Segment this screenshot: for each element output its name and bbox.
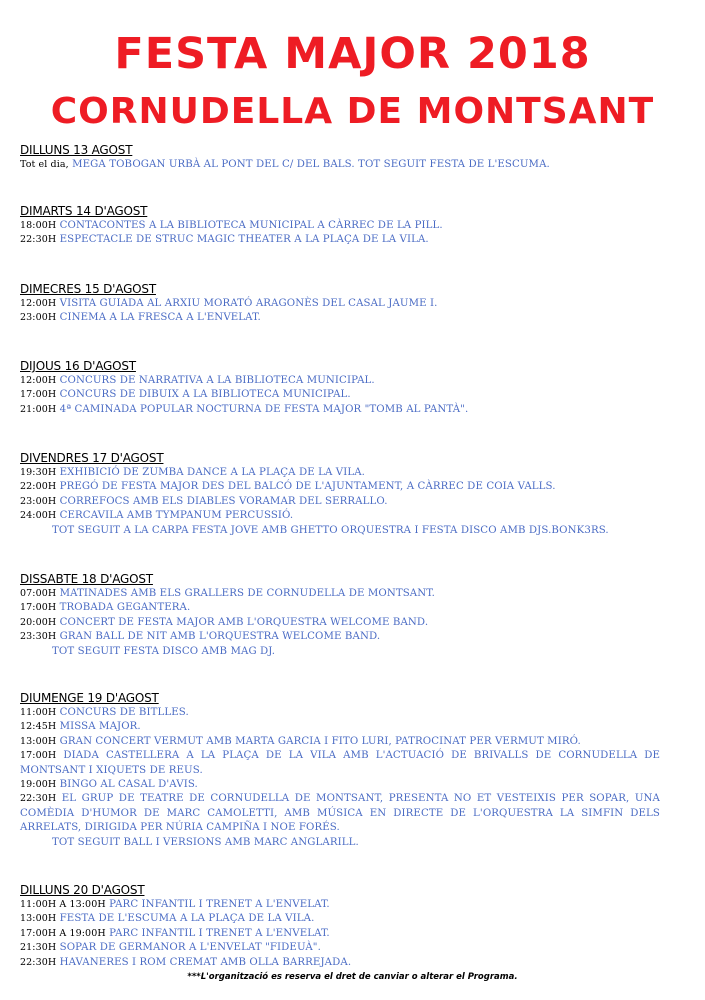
day-header: DIVENDRES 17 D'AGOST <box>20 451 164 465</box>
event-text: CERCAVILA AMB TYMPANUM PERCUSSIÓ. <box>59 510 294 522</box>
day-header: DIUMENGE 19 D'AGOST <box>20 691 159 705</box>
day-section-monday-20 <box>20 883 690 970</box>
event-time: 23:30H <box>20 631 57 643</box>
day-header: DIJOUS 16 D'AGOST <box>20 359 136 373</box>
event-time: 18:00H <box>20 220 57 231</box>
event-text: DIADA CASTELLERA A LA PLAÇA DE LA VILA AMB L'ACTUACIÓ DE BRIVALLS DE CORNUDELLA DE MONTSANT I XIQUETS DE REUS. <box>20 750 661 776</box>
event-row <box>20 706 690 720</box>
event-text: BINGO AL CASAL D'AVIS. <box>59 779 198 791</box>
event-text: CONCURS DE BITLLES. <box>59 707 189 718</box>
event-row <box>20 297 690 311</box>
event-row <box>20 778 690 792</box>
day-header: DIMARTS 14 D'AGOST <box>20 204 148 218</box>
event-time: 23:00H <box>20 495 57 507</box>
event-time: 12:00H <box>20 298 57 309</box>
event-time: 17:00H <box>20 389 57 401</box>
day-header: DILLUNS 13 AGOST <box>20 143 133 157</box>
event-text: GRAN BALL DE NIT AMB L'ORQUESTRA WELCOME BAND. <box>59 631 381 643</box>
event-time: 24:00H <box>20 510 57 522</box>
day-section-friday-17 <box>20 451 690 538</box>
event-time: 12:45H <box>20 721 57 733</box>
event-time: 22:00H <box>20 481 57 493</box>
event-row <box>20 898 690 912</box>
event-text: VISITA GUIADA AL ARXIU MORATÓ ARAGONÈS DEL CASAL JAUME I. <box>59 298 438 309</box>
event-text: CONCURS DE DIBUIX A LA BIBLIOTECA MUNICIPAL. <box>59 389 351 401</box>
event-text: CINEMA A LA FRESCA A L'ENVELAT. <box>59 312 261 324</box>
day-section-sunday-19 <box>20 691 690 850</box>
event-time: Tot el dia, <box>20 159 69 170</box>
event-text: GRAN CONCERT VERMUT AMB MARTA GARCIA I FITO LURI, PATROCINAT PER VERMUT MIRÓ. <box>59 735 581 747</box>
event-time: 19:00H <box>20 779 57 791</box>
event-time: 17:00H <box>20 750 57 762</box>
event-time: 17:00H <box>20 602 57 614</box>
event-time: 11:00H A 13:00H <box>20 899 106 910</box>
event-note-text: TOT SEGUIT FESTA DISCO AMB MAG DJ. <box>52 645 276 657</box>
event-note <box>20 524 690 538</box>
event-row <box>20 941 690 955</box>
event-time: 22:30H <box>20 793 57 805</box>
event-time: 13:00H <box>20 913 57 925</box>
event-text: EL GRUP DE TEATRE DE CORNUDELLA DE MONTSANT, PRESENTA NO ET VESTEIXIS PER SOPAR, UNA COMÈDIA D'HUMOR DE MARC CAMOLETTI, AMB MÚSICA EN DIRECTE DE L'ORQUESTRA LA SIMFIN DELS ARRELATS, DIRIGIDA PER NÚRIA CAMPIÑA I NOE FORÉS. <box>20 793 660 834</box>
page-subtitle: CORNUDELLA DE MONTSANT <box>50 91 655 132</box>
event-time: 17:00H A 19:00H <box>20 927 106 939</box>
event-row <box>20 956 690 970</box>
event-text: CORREFOCS AMB ELS DIABLES VORAMAR DEL SERRALLO. <box>59 495 388 507</box>
event-row <box>20 233 690 247</box>
event-row <box>20 601 690 615</box>
event-text: ESPECTACLE DE STRUC MAGIC THEATER A LA PLAÇA DE LA VILA. <box>59 234 429 246</box>
event-row <box>20 495 690 509</box>
event-text: PARC INFANTIL I TRENET A L'ENVELAT. <box>109 899 330 910</box>
day-section-wednesday-15 <box>20 282 690 326</box>
event-time: 11:00H <box>20 707 57 718</box>
event-time: 22:30H <box>20 956 57 968</box>
footer-disclaimer: ***L'organització es reserva el dret de canviar o alterar el Programa. <box>187 972 518 982</box>
event-text: SOPAR DE GERMANOR A L'ENVELAT "FIDEUÀ". <box>59 942 321 954</box>
event-text: 4ª CAMINADA POPULAR NOCTURNA DE FESTA MAJOR "TOMB AL PANTÀ". <box>59 403 469 415</box>
event-text: CONCURS DE NARRATIVA A LA BIBLIOTECA MUNICIPAL. <box>59 375 375 386</box>
event-row <box>20 480 690 494</box>
event-time: 22:30H <box>20 234 57 246</box>
event-text: TROBADA GEGANTERA. <box>59 602 191 614</box>
event-text: EXHIBICIÓ DE ZUMBA DANCE A LA PLAÇA DE LA VILA. <box>59 467 366 478</box>
event-note-text: TOT SEGUIT BALL I VERSIONS AMB MARC ANGLARILL. <box>52 836 359 848</box>
event-row <box>20 219 690 233</box>
event-row <box>20 749 660 778</box>
day-section-thursday-16 <box>20 359 690 417</box>
event-row <box>20 509 690 523</box>
event-time: 13:00H <box>20 735 57 747</box>
event-time: 20:00H <box>20 616 57 628</box>
event-row <box>20 403 690 417</box>
event-time: 12:00H <box>20 375 57 386</box>
event-text: FESTA DE L'ESCUMA A LA PLAÇA DE LA VILA. <box>59 913 315 925</box>
event-time: 19:30H <box>20 467 57 478</box>
day-section-monday-13 <box>20 143 690 172</box>
event-note <box>20 836 690 850</box>
event-row <box>20 720 690 734</box>
event-text: PREGÓ DE FESTA MAJOR DES DEL BALCÓ DE L'AJUNTAMENT, A CÀRREC DE COIA VALLS. <box>59 481 556 493</box>
event-row <box>20 388 690 402</box>
event-time: 07:00H <box>20 588 57 599</box>
day-header: DISSABTE 18 D'AGOST <box>20 572 153 586</box>
event-text: MATINADES AMB ELS GRALLERS DE CORNUDELLA DE MONTSANT. <box>59 588 436 599</box>
event-row <box>20 374 690 388</box>
event-row <box>20 587 690 601</box>
event-time: 23:00H <box>20 312 57 324</box>
page-title: FESTA MAJOR 2018 <box>114 29 591 79</box>
event-row <box>20 616 690 630</box>
day-section-tuesday-14 <box>20 204 690 248</box>
event-text: MEGA TOBOGAN URBÀ AL PONT DEL C/ DEL BALS. TOT SEGUIT FESTA DE L'ESCUMA. <box>72 159 550 170</box>
event-row <box>20 630 690 644</box>
day-header: DIMECRES 15 D'AGOST <box>20 282 156 296</box>
event-note <box>20 645 690 659</box>
event-time: 21:30H <box>20 942 57 954</box>
event-text: CONCERT DE FESTA MAJOR AMB L'ORQUESTRA WELCOME BAND. <box>59 616 429 628</box>
event-text: CONTACONTES A LA BIBLIOTECA MUNICIPAL A CÀRREC DE LA PILL. <box>59 220 443 231</box>
event-row <box>20 912 690 926</box>
event-row <box>20 466 690 480</box>
event-note-text: TOT SEGUIT A LA CARPA FESTA JOVE AMB GHETTO ORQUESTRA I FESTA DISCO AMB DJS.BONK3RS. <box>52 524 609 536</box>
event-row <box>20 158 690 172</box>
event-text: MISSA MAJOR. <box>59 721 141 733</box>
event-row <box>20 927 690 941</box>
day-section-saturday-18 <box>20 572 690 659</box>
event-text: HAVANERES I ROM CREMAT AMB OLLA BARREJADA. <box>59 956 352 968</box>
event-row <box>20 735 690 749</box>
event-text: PARC INFANTIL I TRENET A L'ENVELAT. <box>109 927 330 939</box>
day-header: DILLUNS 20 D'AGOST <box>20 883 145 897</box>
event-row <box>20 792 660 835</box>
event-time: 21:00H <box>20 403 57 415</box>
event-row <box>20 311 690 325</box>
